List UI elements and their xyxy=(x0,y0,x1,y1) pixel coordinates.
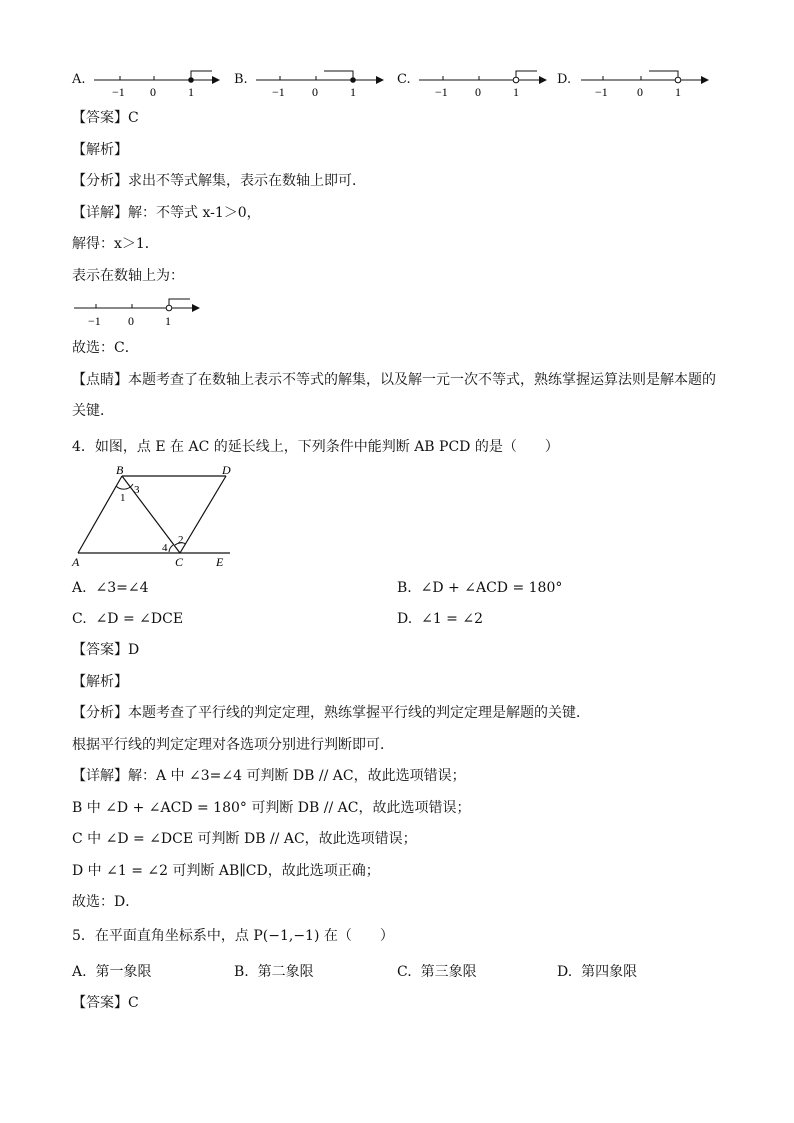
segment-cd xyxy=(180,476,226,553)
q3-choose: 故选：C． xyxy=(72,340,139,356)
q3-option-a-number-line xyxy=(92,66,222,100)
tick-label: 0 xyxy=(150,85,156,99)
q3-comment-1: 【点睛】本题考查了在数轴上表示不等式的解集，以及解一元一次不等式，熟练掌握运算法则是解本题的 xyxy=(72,372,716,388)
q4-option-b xyxy=(397,578,562,598)
q5-answer: 【答案】C xyxy=(72,995,139,1011)
q4-fenxi: 【分析】本题考查了平行线的判定定理，熟练掌握平行线的判定定理是解题的关键． xyxy=(72,705,590,721)
option-text: 第三象限 xyxy=(420,964,477,980)
q3-fenxi: 【分析】求出不等式解集，表示在数轴上即可． xyxy=(72,173,366,189)
tick-label: 0 xyxy=(312,85,318,99)
option-letter: B. xyxy=(234,964,249,980)
segment-ab xyxy=(78,476,122,553)
option-text: ∠1 = ∠2 xyxy=(421,611,483,627)
q3-option-c-number-line xyxy=(417,66,549,100)
option-text: 第一象限 xyxy=(95,964,152,980)
option-text: 第四象限 xyxy=(581,964,638,980)
point-label-c: C xyxy=(175,555,184,569)
q5-option-a xyxy=(72,962,151,982)
q3-option-a-letter: A. xyxy=(72,72,86,87)
q4-detail-b: B 中 ∠D + ∠ACD = 180° 可判断 DB // AC，故此选项错误； xyxy=(72,800,471,816)
option-text: ∠D + ∠ACD = 180° xyxy=(420,580,563,596)
tick-label: 0 xyxy=(637,85,643,99)
q4-option-c xyxy=(72,609,183,629)
q3-detail-2: 解得：x＞1． xyxy=(72,236,159,252)
q4-analysis-heading: 【解析】 xyxy=(72,674,128,690)
tick-label: −1 xyxy=(272,85,285,99)
option-letter: C. xyxy=(397,964,412,980)
option-letter: A. xyxy=(72,964,87,980)
q3-option-d-letter: D. xyxy=(557,72,572,87)
q4-detail-c: C 中 ∠D = ∠DCE 可判断 DB // AC，故此选项错误； xyxy=(72,831,417,847)
q3-analysis-heading: 【解析】 xyxy=(72,142,128,158)
q3-detail-1: 【详解】解：不等式 x-1＞0， xyxy=(72,205,261,221)
q3-option-b-number-line xyxy=(254,66,386,100)
tick-label: 0 xyxy=(128,314,134,328)
segment-bc xyxy=(122,476,180,553)
q4-choose: 故选：D． xyxy=(72,894,140,910)
option-letter: D. xyxy=(397,611,413,627)
q3-option-d-number-line xyxy=(579,66,711,100)
option-text: 第二象限 xyxy=(257,964,314,980)
q4-answer: 【答案】D xyxy=(72,642,140,658)
q4-detail-d: D 中 ∠1 = ∠2 可判断 AB∥CD，故此选项正确； xyxy=(72,863,380,879)
q4-option-a xyxy=(72,578,148,598)
option-text: ∠D = ∠DCE xyxy=(95,611,184,627)
q4-stem: 4．如图，点 E 在 AC 的延长线上，下列条件中能判断 AB PCD 的是（ ） xyxy=(72,439,559,455)
point-label-d: D xyxy=(222,463,231,477)
point-label-a: A xyxy=(72,555,80,569)
angle-label-1: 1 xyxy=(120,492,126,504)
tick-label: −1 xyxy=(112,85,125,99)
tick-label: −1 xyxy=(88,314,101,328)
tick-label: −1 xyxy=(435,85,448,99)
option-letter: A. xyxy=(72,580,87,596)
tick-label: 1 xyxy=(188,85,194,99)
q5-option-d xyxy=(557,962,637,982)
q3-option-b-letter: B. xyxy=(234,72,248,87)
q4-geometry-figure xyxy=(70,462,240,570)
tick-label: 1 xyxy=(675,85,681,99)
angle-label-4: 4 xyxy=(162,542,168,554)
tick-label: 1 xyxy=(513,85,519,99)
q4-line-2: 根据平行线的判定定理对各选项分别进行判断即可． xyxy=(72,737,394,753)
tick-label: −1 xyxy=(595,85,608,99)
angle-label-3: 3 xyxy=(134,484,140,496)
q4-option-d xyxy=(397,609,483,629)
point-label-e: E xyxy=(216,555,224,569)
option-letter: C. xyxy=(72,611,87,627)
q3-option-c-letter: C. xyxy=(397,72,411,87)
q3-comment-2: 关键． xyxy=(72,403,114,419)
q5-option-b xyxy=(234,962,314,982)
q5-stem: 5．在平面直角坐标系中，点 P(−1,−1) 在（ ） xyxy=(72,928,394,944)
tick-label: 0 xyxy=(475,85,481,99)
option-text: ∠3=∠4 xyxy=(95,580,149,596)
q4-detail-a: 【详解】解：A 中 ∠3=∠4 可判断 DB // AC，故此选项错误； xyxy=(72,768,466,784)
option-letter: B. xyxy=(397,580,412,596)
q3-solution-number-line xyxy=(72,294,204,330)
angle-label-2: 2 xyxy=(178,534,184,546)
q3-detail-3: 表示在数轴上为： xyxy=(72,268,184,284)
q3-answer: 【答案】C xyxy=(72,110,139,126)
q5-option-c xyxy=(397,962,477,982)
option-letter: D. xyxy=(557,964,573,980)
point-label-b: B xyxy=(116,463,124,477)
tick-label: 1 xyxy=(350,85,356,99)
tick-label: 1 xyxy=(165,314,171,328)
